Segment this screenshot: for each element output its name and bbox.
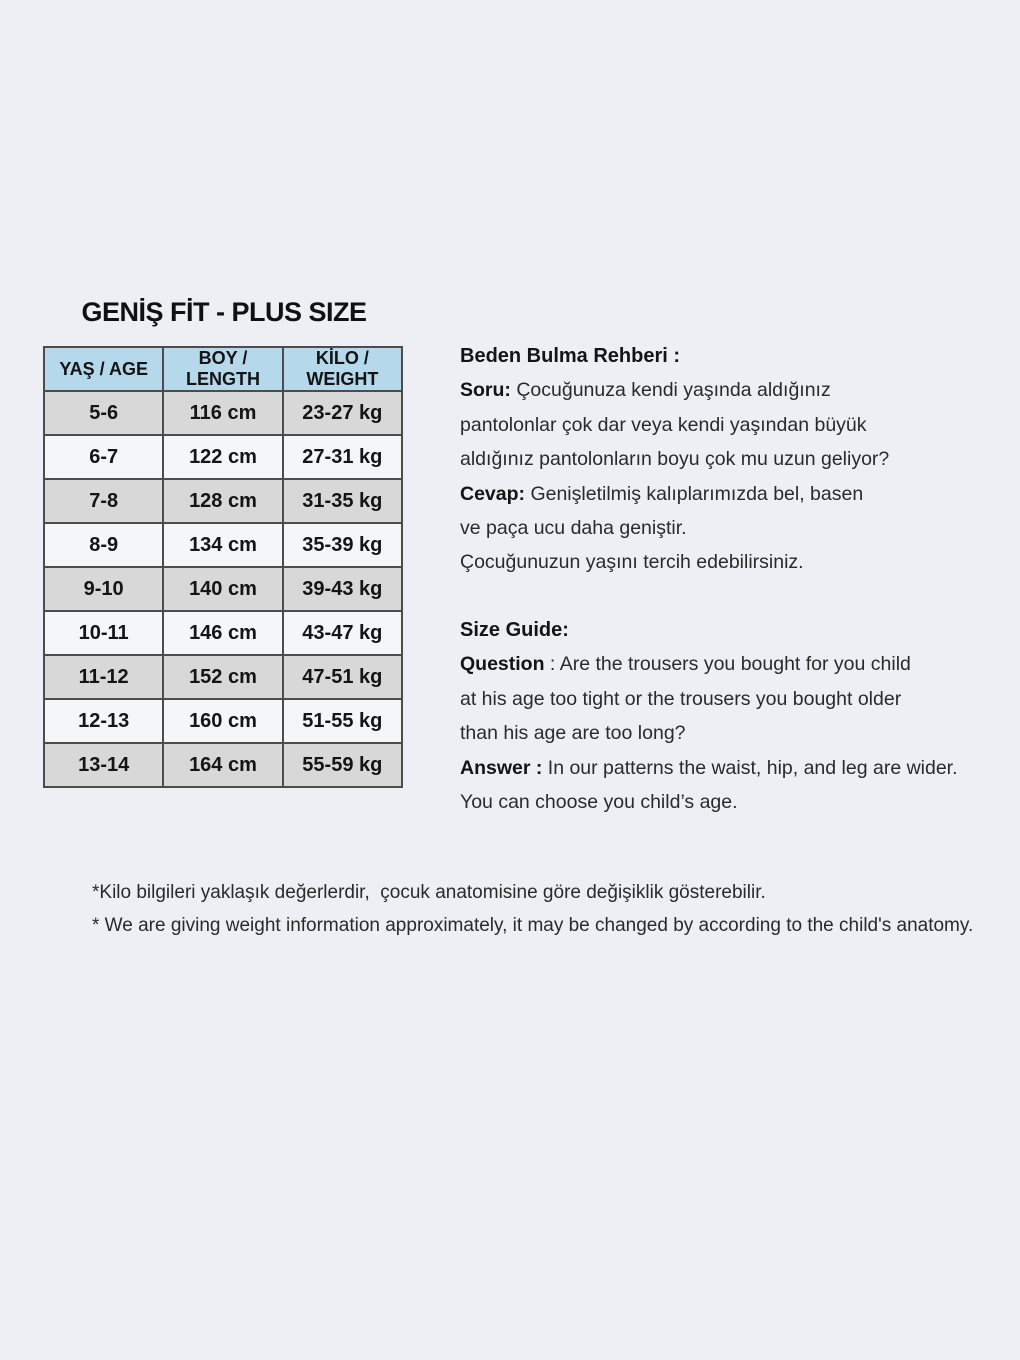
disclaimer-turkish: *Kilo bilgileri yaklaşık değerlerdir, çocuk anatomisine göre değişiklik gösterebilir. xyxy=(92,882,766,903)
header-age: YAŞ / AGE xyxy=(44,347,163,391)
guide-en-line-text: In our patterns the waist, hip, and leg are wider. xyxy=(542,756,958,779)
age-cell: 5-6 xyxy=(44,391,163,435)
guide-tr-heading: Beden Bulma Rehberi : xyxy=(460,345,681,367)
guide-en-line-text: You can choose you child’s age. xyxy=(460,791,738,814)
size-guide-english xyxy=(460,613,958,819)
table-row xyxy=(44,611,402,655)
weight-cell: 39-43 kg xyxy=(283,567,402,611)
guide-en-line-bold: Question xyxy=(460,653,545,676)
age-cell: 8-9 xyxy=(44,523,163,567)
guide-en-line-text: : Are the trousers you bought for you child xyxy=(544,653,911,676)
weight-cell: 35-39 kg xyxy=(283,523,402,567)
disclaimer-english: * We are giving weight information approximately, it may be changed by according to the child's anatomy. xyxy=(92,915,974,936)
weight-cell: 51-55 kg xyxy=(283,699,402,743)
guide-en-heading: Size Guide: xyxy=(460,619,569,641)
guide-tr-line xyxy=(460,408,889,442)
header-weight: KİLO / WEIGHT xyxy=(283,347,402,391)
weight-cell: 31-35 kg xyxy=(283,479,402,523)
weight-cell: 47-51 kg xyxy=(283,655,402,699)
guide-tr-line xyxy=(460,477,889,511)
size-guide-turkish xyxy=(460,339,889,580)
age-cell: 12-13 xyxy=(44,699,163,743)
guide-en-line xyxy=(460,785,958,819)
guide-en-line xyxy=(460,647,958,681)
table-header-row xyxy=(44,347,402,391)
guide-tr-line xyxy=(460,545,889,579)
guide-en-line xyxy=(460,682,958,716)
length-cell: 140 cm xyxy=(163,567,282,611)
table-row xyxy=(44,523,402,567)
age-cell: 6-7 xyxy=(44,435,163,479)
table-row xyxy=(44,655,402,699)
guide-tr-line xyxy=(460,511,889,545)
guide-en-line-text: than his age are too long? xyxy=(460,722,686,745)
length-cell: 152 cm xyxy=(163,655,282,699)
table-row xyxy=(44,567,402,611)
weight-cell: 27-31 kg xyxy=(283,435,402,479)
length-cell: 160 cm xyxy=(163,699,282,743)
page-title: GENİŞ FİT - PLUS SIZE xyxy=(81,297,367,327)
table-row xyxy=(44,391,402,435)
age-cell: 11-12 xyxy=(44,655,163,699)
weight-cell: 23-27 kg xyxy=(283,391,402,435)
header-length: BOY / LENGTH xyxy=(163,347,282,391)
table-row xyxy=(44,479,402,523)
length-cell: 122 cm xyxy=(163,435,282,479)
length-cell: 116 cm xyxy=(163,391,282,435)
guide-tr-line-text: Genişletilmiş kalıplarımızda bel, basen xyxy=(525,482,864,505)
guide-tr-line-bold: Soru: xyxy=(460,379,511,402)
age-cell: 13-14 xyxy=(44,743,163,787)
guide-tr-line-text: Çocuğunuza kendi yaşında aldığınız xyxy=(510,379,831,402)
length-cell: 134 cm xyxy=(163,523,282,567)
table-row xyxy=(44,435,402,479)
guide-tr-line xyxy=(460,373,889,407)
age-cell: 9-10 xyxy=(44,567,163,611)
guide-tr-line-text: aldığınız pantolonların boyu çok mu uzun geliyor? xyxy=(460,448,890,471)
table-row xyxy=(44,699,402,743)
length-cell: 128 cm xyxy=(163,479,282,523)
guide-tr-line-text: pantolonlar çok dar veya kendi yaşından büyük xyxy=(460,413,867,436)
length-cell: 146 cm xyxy=(163,611,282,655)
guide-en-line-bold: Answer : xyxy=(460,756,543,779)
length-cell: 164 cm xyxy=(163,743,282,787)
guide-en-line xyxy=(460,716,958,750)
weight-cell: 43-47 kg xyxy=(283,611,402,655)
table-row xyxy=(44,743,402,787)
disclaimer-notes xyxy=(92,876,973,942)
guide-tr-line-text: Çocuğunuzun yaşını tercih edebilirsiniz. xyxy=(460,551,804,574)
age-cell: 7-8 xyxy=(44,479,163,523)
size-table xyxy=(43,346,403,788)
guide-tr-line-text: ve paça ucu daha geniştir. xyxy=(460,517,687,540)
guide-en-line-text: at his age too tight or the trousers you bought older xyxy=(460,687,902,710)
guide-tr-line-bold: Cevap: xyxy=(460,482,526,505)
age-cell: 10-11 xyxy=(44,611,163,655)
guide-tr-line xyxy=(460,442,889,476)
weight-cell: 55-59 kg xyxy=(283,743,402,787)
guide-en-line xyxy=(460,751,958,785)
